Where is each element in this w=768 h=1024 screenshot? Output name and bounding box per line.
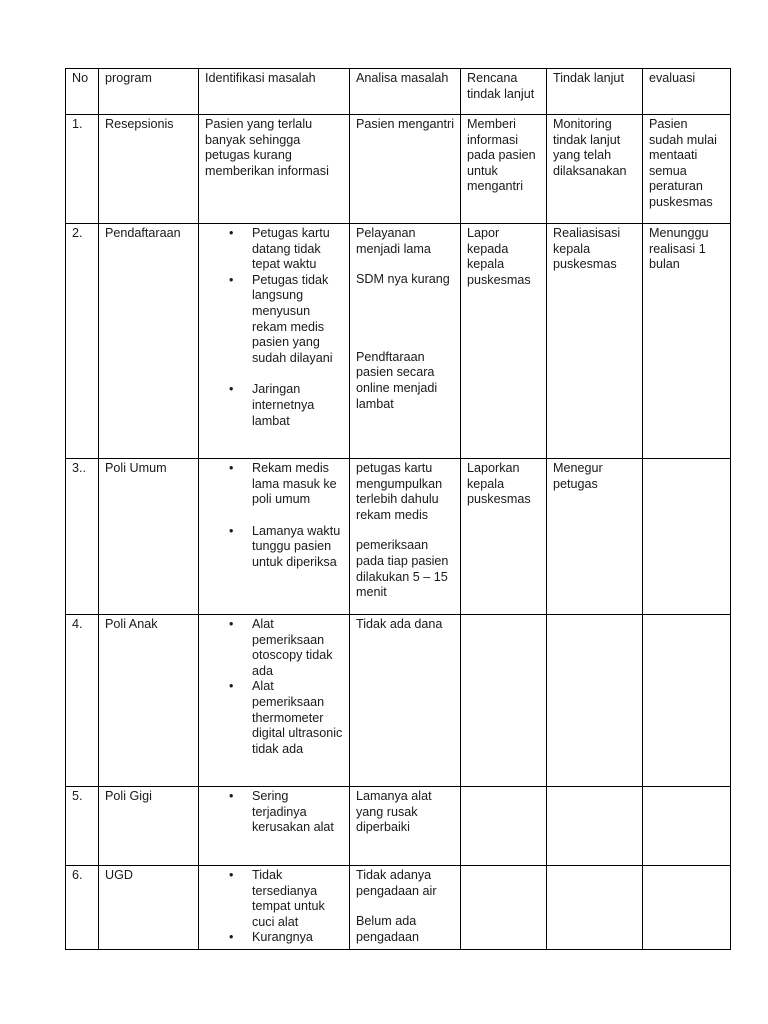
row-evaluasi: Menunggu realisasi 1 bulan [643,224,731,459]
table-row [66,459,731,615]
analisa-text: Pelayanan menjadi lama [356,226,431,256]
table-row [66,224,731,459]
row-analisa [350,115,461,224]
row-program: UGD [99,866,199,950]
header-no: No [66,69,99,115]
row-program: Poli Umum [99,459,199,615]
analisa-text: pemeriksaan pada tiap pasien dilakukan 5 – 15 menit [356,538,449,600]
row-rencana [461,866,547,950]
bullet-icon: • [229,272,234,287]
analisa-text: Tidak ada dana [356,617,443,631]
row-identifikasi [199,115,350,224]
analisa-text: petugas kartu mengumpulkan terlebih dahulu rekam medis [356,461,443,522]
bullet-icon: • [229,679,234,694]
row-tindak: Realiasisasi kepala puskesmas [547,224,643,459]
table-row [66,866,731,950]
row-evaluasi [643,459,731,615]
row-identifikasi [199,224,350,459]
row-tindak [547,615,643,787]
identifikasi-list [205,461,344,571]
bullet-icon: • [229,523,234,538]
row-tindak: Monitoring tindak lanjut yang telah dilaksanakan [547,115,643,224]
row-analisa [350,615,461,787]
row-program: Poli Anak [99,615,199,787]
row-identifikasi [199,866,350,950]
identifikasi-list [205,226,344,429]
list-item: • Lamanya waktu tunggu pasien untuk diperiksa [229,523,341,569]
identifikasi-list [205,617,344,757]
list-item: • Alat pemeriksaan thermometer digital ultrasonic tidak ada [229,679,343,756]
row-no: 3.. [66,459,99,615]
row-identifikasi [199,615,350,787]
row-analisa [350,787,461,866]
row-evaluasi [643,866,731,950]
evaluation-table [65,68,731,950]
bullet-icon: • [229,382,234,397]
row-identifikasi [199,459,350,615]
header-rencana: Rencana tindak lanjut [461,69,547,115]
row-tindak: Menegur petugas [547,459,643,615]
row-rencana: Lapor kepada kepala puskesmas [461,224,547,459]
list-item: • Alat pemeriksaan otoscopy tidak ada [229,617,333,678]
row-analisa [350,224,461,459]
identifikasi-text: Pasien yang terlalu banyak sehingga petugas kurang memberikan informasi [205,117,329,178]
row-identifikasi [199,787,350,866]
analisa-text: Belum ada pengadaan [356,914,420,944]
row-evaluasi: Pasien sudah mulai mentaati semua peraturan puskesmas [643,115,731,224]
row-program: Resepsionis [99,115,199,224]
list-item: • Sering terjadinya kerusakan alat [229,789,334,835]
row-rencana [461,615,547,787]
row-evaluasi [643,787,731,866]
row-analisa [350,459,461,615]
row-rencana: Laporkan kepala puskesmas [461,459,547,615]
header-evaluasi: evaluasi [643,69,731,115]
analisa-text: Pendftaraan pasien secara online menjadi lambat [356,349,438,411]
analisa-text: Pasien mengantri [356,117,455,131]
header-tindak: Tindak lanjut [547,69,643,115]
header-program: program [99,69,199,115]
analisa-text: SDM nya kurang [356,272,450,287]
bullet-icon: • [229,617,234,631]
table-row [66,115,731,224]
row-tindak [547,866,643,950]
list-item: • Tidak tersedianya tempat untuk cuci alat [229,868,325,929]
row-no: 1. [66,115,99,224]
table-row [66,615,731,787]
bullet-icon: • [229,226,234,240]
row-no: 5. [66,787,99,866]
bullet-icon: • [229,789,234,803]
identifikasi-list [205,868,344,946]
row-evaluasi [643,615,731,787]
row-no: 4. [66,615,99,787]
row-rencana [461,787,547,866]
bullet-icon: • [229,930,234,945]
identifikasi-list [205,789,344,836]
row-rencana: Memberi informasi pada pasien untuk mengantri [461,115,547,224]
header-identifikasi: Identifikasi masalah [199,69,350,115]
list-item: • Petugas tidak langsung menyusun rekam medis pasien yang sudah dilayani [229,272,333,365]
list-item: • Jaringan internetnya lambat [229,382,315,428]
header-analisa: Analisa masalah [350,69,461,115]
header-row [66,69,731,115]
bullet-icon: • [229,461,234,475]
table-row [66,787,731,866]
row-analisa [350,866,461,950]
row-program: Poli Gigi [99,787,199,866]
list-item: • Petugas kartu datang tidak tepat waktu [229,226,330,272]
list-item: • Kurangnya [229,930,313,945]
row-tindak [547,787,643,866]
row-no: 2. [66,224,99,459]
analisa-text: Lamanya alat yang rusak diperbaiki [356,789,432,835]
list-item: • Rekam medis lama masuk ke poli umum [229,461,337,507]
row-program: Pendaftaraan [99,224,199,459]
analisa-text: Tidak adanya pengadaan air [356,868,437,898]
row-no: 6. [66,866,99,950]
bullet-icon: • [229,868,234,882]
